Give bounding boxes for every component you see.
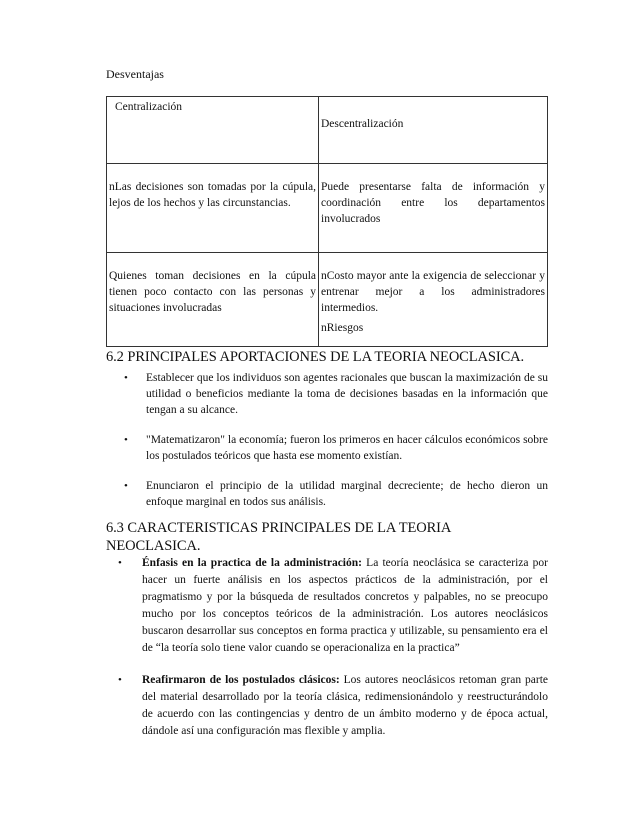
table-header-centralizacion: Centralización xyxy=(107,97,319,164)
list-item xyxy=(118,555,548,657)
list-item xyxy=(118,672,548,740)
section-heading-line: 6.3 CARACTERISTICAS PRINCIPALES DE LA TEORIA xyxy=(106,520,452,536)
comparison-table xyxy=(106,96,548,347)
section-heading-line: NEOCLASICA. xyxy=(106,538,201,554)
bullet-icon: • xyxy=(124,434,128,446)
list-item-body: La teoría neoclásica se caracteriza por hacer un fuerte análisis en los aspectos prácticos de la administración, por el pragmatismo y por la búsqueda de resultados concretos y palpables, no se preocupo mucho por los conceptos teóricos de la administración. Los autores neoclásicos buscaron desarrollar sus conceptos en forma practica y utilizable, su pensamiento era el de “la teoría solo tiene valor cuando se operacionaliza en la practica” xyxy=(142,557,548,654)
table-header-row xyxy=(107,97,548,164)
list-item xyxy=(124,370,548,418)
aportaciones-list xyxy=(124,370,548,524)
list-item-lead: Reafirmaron de los postulados clásicos: xyxy=(142,674,340,686)
list-item-text xyxy=(142,555,548,657)
table-cell xyxy=(319,164,548,253)
section-heading-6-3 xyxy=(106,519,451,555)
cell-text: Quienes toman decisiones en la cúpula tienen poco contacto con las personas y situaciones involucradas xyxy=(109,270,316,314)
bullet-icon: • xyxy=(118,557,122,569)
list-item xyxy=(124,478,548,510)
section-heading-6-2: 6.2 PRINCIPALES APORTACIONES DE LA TEORIA NEOCLASICA. xyxy=(106,349,525,365)
cell-text: Puede presentarse falta de información y coordinación entre los departamentos involucrados xyxy=(321,181,545,225)
caracteristicas-list xyxy=(118,555,548,755)
bullet-icon: • xyxy=(118,674,122,686)
cell-text: nLas decisiones son tomadas por la cúpula, lejos de los hechos y las circunstancias. xyxy=(109,181,316,209)
bullet-icon: • xyxy=(124,480,128,492)
list-item-text: Enunciaron el principio de la utilidad marginal decreciente; de hecho dieron un enfoque marginal en todos sus análisis. xyxy=(146,480,548,508)
list-item-text xyxy=(142,672,548,740)
list-item-body: Los autores neoclásicos retoman gran parte del material desarrollado por la teoría clásica, redimensionándolo y reestructurándolo de acuerdo con las contingencias y dentro de un ámbito moderno y de época actual, dándole así una configuración mas flexible y amplia. xyxy=(142,674,549,737)
table-row xyxy=(107,164,548,253)
bullet-icon: • xyxy=(124,372,128,384)
table-row xyxy=(107,253,548,347)
table-cell xyxy=(107,253,319,347)
intro-label: Desventajas xyxy=(106,67,164,81)
list-item-text: "Matematizaron" la economía; fueron los primeros en hacer cálculos económicos sobre los postulados teóricos que hasta ese momento existían. xyxy=(146,434,548,462)
list-item-text: Establecer que los individuos son agentes racionales que buscan la maximización de su utilidad o beneficios mediante la toma de decisiones basadas en la información que tengan a su alcance. xyxy=(146,372,548,416)
table-cell xyxy=(319,253,548,347)
table-cell xyxy=(107,164,319,253)
list-item xyxy=(124,432,548,464)
list-item-lead: Énfasis en la practica de la administración: xyxy=(142,557,362,569)
cell-text: nCosto mayor ante la exigencia de seleccionar y entrenar mejor a los administradores intermedios. xyxy=(321,270,545,314)
table-header-descentralizacion: Descentralización xyxy=(319,97,548,164)
cell-text-extra: nRiesgos xyxy=(321,322,364,334)
